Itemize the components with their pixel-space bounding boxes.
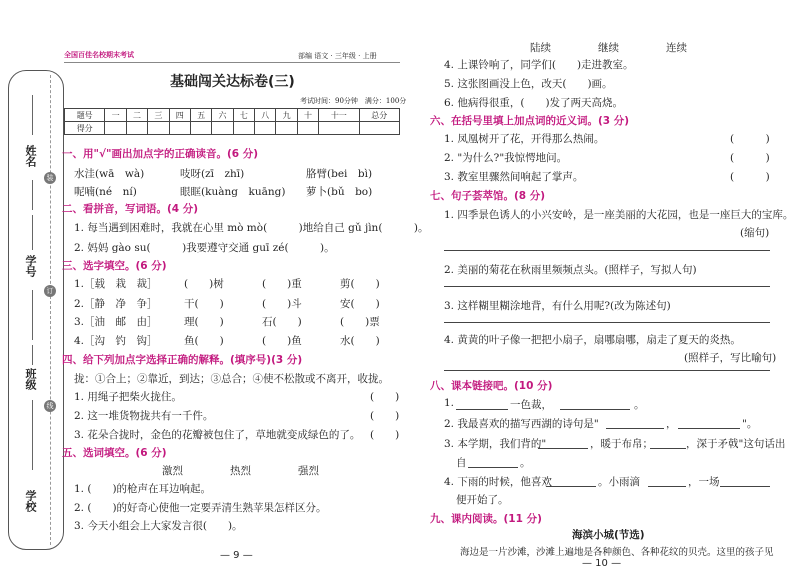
question-line: 3. 这样糊里糊涂地背，有什么用呢?(改为陈述句) — [444, 300, 671, 312]
score-cell[interactable] — [297, 122, 318, 135]
id-field-line — [32, 215, 33, 250]
pinyin-choice[interactable]: 萝卜(bǔ bo) — [306, 186, 373, 198]
question-text: "。 — [742, 418, 758, 430]
question-text: 。 — [634, 399, 645, 411]
table-cell: 五 — [190, 109, 211, 122]
section-2-title: 二、看拼音，写词语。(4 分) — [62, 203, 199, 215]
question-line[interactable]: 6. 他病得很重，( )发了两天高烧。 — [444, 97, 624, 109]
header-rule — [64, 62, 400, 63]
section-9-title: 九、课内阅读。(11 分) — [430, 513, 542, 525]
question-line: 2. 这一堆货物拢共有一千件。 — [74, 410, 214, 422]
table-cell: 一 — [105, 109, 126, 122]
fill-blank[interactable]: 干( ) — [184, 298, 224, 310]
section-4-title: 四、给下列加点字选择正确的解释。(填序号)(3 分) — [62, 354, 303, 366]
question-text: 一色裁， — [510, 399, 552, 411]
question-line[interactable]: 5. 这张图画没上色，改天( )画。 — [444, 78, 613, 90]
score-cell[interactable] — [359, 122, 400, 135]
edition-text: 部编 语文 · 三年级 · 上册 — [298, 52, 377, 60]
table-cell: 三 — [148, 109, 169, 122]
section-8-title: 八、课本链接吧。(10 分) — [430, 380, 553, 392]
fill-blank[interactable]: 理( ) — [184, 316, 224, 328]
table-cell: 九 — [276, 109, 297, 122]
score-cell[interactable] — [169, 122, 190, 135]
fill-line[interactable] — [538, 448, 588, 449]
word-option: 强烈 — [298, 465, 319, 477]
question-line: 1. 用绳子把柴火拢住。 — [74, 391, 182, 403]
fill-line[interactable] — [546, 486, 596, 487]
question-text: 自 — [456, 457, 467, 469]
question-line: 2. 美丽的菊花在秋雨里频频点头。(照样子，写拟人句) — [444, 264, 697, 276]
class-label: 班级 — [24, 368, 37, 390]
table-cell: 四 — [169, 109, 190, 122]
table-cell: 题号 — [65, 109, 105, 122]
table-cell: 十 — [297, 109, 318, 122]
question-text: 。 — [520, 457, 531, 469]
question-line[interactable]: 2. ( )的好奇心使他一定要弄清生熟苹果怎样区分。 — [74, 502, 327, 514]
hint-text: (缩句) — [740, 227, 770, 239]
fill-blank[interactable]: ( )树 — [184, 278, 224, 290]
fill-blank[interactable]: ( )鱼 — [262, 335, 302, 347]
word-option: 继续 — [598, 42, 619, 54]
fill-blank[interactable]: 水( ) — [340, 335, 380, 347]
pinyin-choice[interactable]: 眼眶(kuàng kuāng) — [180, 186, 286, 198]
question-line: 3. 花朵合拢时，金色的花瓣被包住了，草地就变成绿色的了。 — [74, 429, 361, 441]
table-cell: 六 — [212, 109, 233, 122]
char-group: 4.［沟 钓 钩］ — [74, 335, 158, 347]
table-cell: 得分 — [65, 122, 105, 135]
fill-line[interactable] — [456, 409, 508, 410]
definition-line: 拢：①合上；②靠近，到达；③总合；④使不松散或不离开，收拢。 — [74, 373, 389, 385]
question-number: 1. — [444, 397, 455, 409]
question-line[interactable]: 1. 每当遇到困难时，我就在心里 mò mò( )地给自己 gǔ jìn( )。 — [74, 222, 429, 234]
section-1-title: 一、用"√"画出加点字的正确读音。(6 分) — [62, 148, 259, 160]
char-group: 3.［油 邮 由］ — [74, 316, 158, 328]
question-line[interactable]: 1. ( )的枪声在耳边响起。 — [74, 483, 212, 495]
seal-xian: 线 — [44, 400, 56, 412]
question-line[interactable]: 2. 妈妈 gào su( )我要遵守交通 guī zé( )。 — [74, 242, 335, 254]
question-line: 4. 下雨的时候，他喜欢 — [444, 476, 552, 488]
section-5-title: 五、选词填空。(6 分) — [62, 447, 167, 459]
seal-zhuang: 装 — [44, 172, 56, 184]
score-cell[interactable] — [319, 122, 359, 135]
score-table-score-row — [65, 122, 400, 135]
page-title: 基础闯关达标卷(三) — [170, 74, 295, 90]
question-line: 1. 四季景色诱人的小兴安岭，是一座美丽的大花园，也是一座巨大的宝库。 — [444, 209, 794, 221]
section-3-title: 三、选字填空。(6 分) — [62, 260, 167, 272]
school-label: 学校 — [24, 490, 37, 512]
fill-blank[interactable]: 石( ) — [262, 316, 302, 328]
char-group: 1.［载 栽 裁］ — [74, 278, 158, 290]
answer-line[interactable] — [444, 322, 770, 323]
fill-line[interactable] — [560, 409, 630, 410]
question-line: 3. 本学期，我们背的" — [444, 438, 547, 450]
section-7-title: 七、句子荟萃馆。(8 分) — [430, 190, 546, 202]
score-table — [64, 108, 400, 135]
score-cell[interactable] — [276, 122, 297, 135]
question-text: ， — [666, 418, 677, 430]
question-line: 2. 我最喜欢的描写西湖的诗句是" — [444, 418, 599, 430]
fill-blank[interactable]: 安( ) — [340, 298, 380, 310]
word-option: 激烈 — [162, 465, 183, 477]
answer-line[interactable] — [444, 250, 770, 251]
fill-line[interactable] — [468, 467, 518, 468]
question-line: 1. 凤凰树开了花，开得那么热闹。 — [444, 133, 605, 145]
table-cell: 二 — [126, 109, 147, 122]
score-table-header-row — [65, 109, 400, 122]
exam-info: 考试时间：90分钟 满分：100分 — [300, 97, 407, 105]
answer-line[interactable] — [444, 370, 770, 371]
score-cell[interactable] — [105, 122, 126, 135]
name-field-line-2 — [32, 180, 33, 210]
word-option: 热烈 — [230, 465, 251, 477]
pinyin-choice[interactable]: 吱呀(zī zhī) — [180, 168, 245, 180]
score-cell[interactable] — [255, 122, 276, 135]
answer-paren[interactable]: ( ) — [730, 133, 770, 145]
table-cell: 七 — [233, 109, 254, 122]
word-option: 连续 — [666, 42, 687, 54]
fill-line[interactable] — [650, 448, 686, 449]
fill-blank[interactable]: 剪( ) — [340, 278, 380, 290]
char-group: 2.［静 净 争］ — [74, 298, 158, 310]
class-field-line-2 — [32, 400, 33, 470]
pinyin-choice[interactable]: 水洼(wā wà) — [74, 168, 145, 180]
score-cell[interactable] — [126, 122, 147, 135]
fill-line[interactable] — [720, 486, 770, 487]
passage-title: 海滨小城(节选) — [572, 529, 645, 541]
question-line: 3. 教室里骤然间响起了掌声。 — [444, 171, 584, 183]
student-id-label: 学号 — [24, 255, 37, 277]
answer-paren[interactable]: ( ) — [370, 391, 400, 403]
fill-blank[interactable]: ( )斗 — [262, 298, 302, 310]
answer-line[interactable] — [444, 286, 770, 287]
answer-paren[interactable]: ( ) — [370, 410, 400, 422]
question-text: ，一场 — [688, 476, 720, 488]
hint-text: (照样子，写比喻句) — [684, 352, 777, 364]
class-field-line — [32, 345, 33, 365]
section-6-title: 六、在括号里填上加点词的近义词。(3 分) — [430, 115, 630, 127]
question-line: 2. "为什么?"我惊愕地问。 — [444, 152, 568, 164]
fill-blank[interactable]: ( )票 — [340, 316, 380, 328]
table-cell: 十一 — [319, 109, 359, 122]
page-number-left: — 9 — — [220, 550, 253, 561]
pinyin-choice[interactable]: 呢喃(né ní) — [74, 186, 137, 198]
fill-line[interactable] — [606, 428, 664, 429]
cut-line — [50, 75, 51, 545]
fill-line[interactable] — [678, 428, 740, 429]
pinyin-choice[interactable]: 胳臂(bei bì) — [306, 168, 373, 180]
question-line: 4. 黄黄的叶子像一把把小扇子，扇哪扇哪，扇走了夏天的炎热。 — [444, 334, 741, 346]
id-field-line-2 — [32, 290, 33, 340]
fill-blank[interactable]: ( )重 — [262, 278, 302, 290]
answer-paren[interactable]: ( ) — [370, 429, 400, 441]
binding-margin — [8, 70, 64, 550]
table-cell: 八 — [255, 109, 276, 122]
fill-line[interactable] — [648, 486, 686, 487]
question-line[interactable]: 3. 今天小组会上大家发言很( )。 — [74, 520, 243, 532]
table-cell: 总分 — [359, 109, 400, 122]
name-label: 姓名 — [24, 145, 37, 167]
word-option: 陆续 — [530, 42, 551, 54]
fill-blank[interactable]: 鱼( ) — [184, 335, 224, 347]
question-line[interactable]: 4. 上课铃响了，同学们( )走进教室。 — [444, 59, 634, 71]
question-text: 便开始了。 — [456, 494, 509, 506]
score-cell[interactable] — [212, 122, 233, 135]
question-text: ，暖于布帛； — [590, 438, 653, 450]
score-cell[interactable] — [148, 122, 169, 135]
score-cell[interactable] — [190, 122, 211, 135]
passage-text: 海边是一片沙滩，沙滩上遍地是各种颜色、各种花纹的贝壳。这里的孩子见 — [460, 547, 774, 558]
page-number-right: — 10 — — [582, 558, 622, 569]
answer-paren[interactable]: ( ) — [730, 152, 770, 164]
answer-paren[interactable]: ( ) — [730, 171, 770, 183]
score-cell[interactable] — [233, 122, 254, 135]
name-field-line — [32, 95, 33, 135]
banner-text: 全国百佳名校期末考试 — [64, 51, 134, 59]
question-text: ，深于矛戟"这句话出 — [686, 438, 786, 450]
seal-ding: 订 — [44, 285, 56, 297]
question-text: 。小雨滴 — [598, 476, 640, 488]
